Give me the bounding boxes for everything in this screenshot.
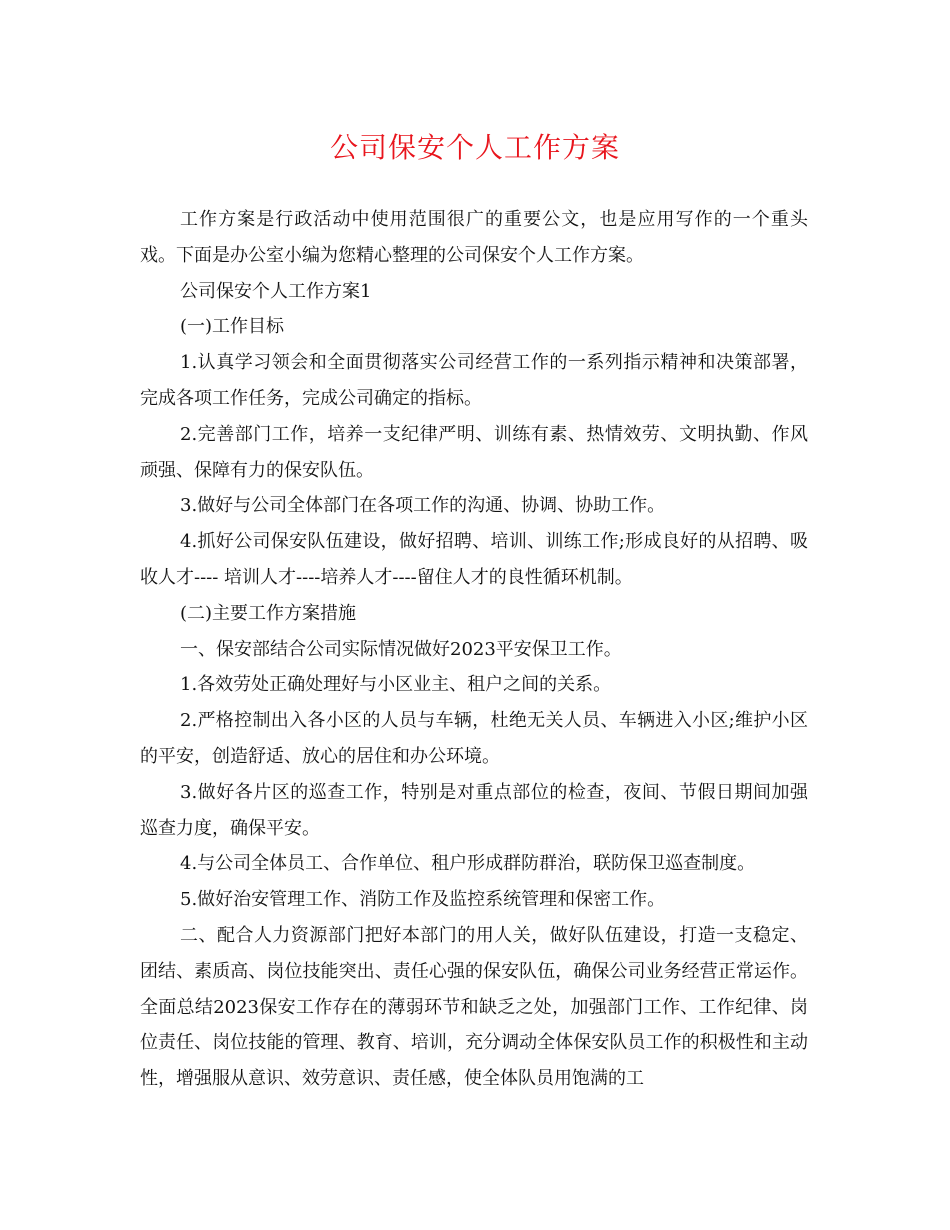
subsection-heading: (二)主要工作方案措施 [180,602,357,624]
intro-paragraph: 工作方案是行政活动中使用范围很广的重要公文，也是应用写作的一个重头戏。下面是办公室小编为您精心整理的公司保安个人工作方案。 [140,209,808,266]
list-item: 3.做好各片区的巡查工作，特别是对重点部位的检查，夜间、节假日期间加强巡查力度，确保平安。 [140,781,808,839]
list-item: 2.完善部门工作，培养一支纪律严明、训练有素、热情效劳、文明执勤、作风顽强、保障有力的保安队伍。 [140,423,808,481]
list-item: 5.做好治安管理工作、消防工作及监控系统管理和保密工作。 [180,889,666,911]
list-item: 3.做好与公司全体部门在各项工作的沟通、协调、协助工作。 [180,495,666,517]
list-item: 4.与公司全体员工、合作单位、租户形成群防群治，联防保卫巡查制度。 [180,853,756,875]
list-item: 4.抓好公司保安队伍建设，做好招聘、培训、训练工作;形成良好的从招聘、吸收人才---- 培训人才----培养人才----留住人才的良性循环机制。 [140,531,808,588]
list-item: 1.认真学习领会和全面贯彻落实公司经营工作的一系列指示精神和决策部署，完成各项工作任务，完成公司确定的指标。 [140,352,808,409]
section-heading: 公司保安个人工作方案1 [180,280,372,302]
document-body [140,202,808,1097]
list-item: 1.各效劳处正确处理好与小区业主、租户之间的关系。 [180,674,612,696]
subsection-item: 二、配合人力资源部门把好本部门的用人关，做好队伍建设，打造一支稳定、团结、素质高、岗位技能突出、责任心强的保安队伍，确保公司业务经营正常运作。 全面总结2023保安工作存在的薄弱环节和缺乏之处，加强部门工作、工作纪律、岗位责任、岗位技能的管理、教育、培训，充分调动全体保安队员工作的积极性和主动性，增强服从意识、效劳意识、责任感，使全体队员用饱满的工 [140,924,808,1090]
subsection-item: 一、保安部结合公司实际情况做好2023平安保卫工作。 [180,638,622,660]
subsection-heading: (一)工作目标 [180,316,285,338]
document-title: 公司保安个人工作方案 [329,131,620,164]
list-item: 2.严格控制出入各小区的人员与车辆，杜绝无关人员、车辆进入小区;维护小区的平安，创造舒适、放心的居住和办公环境。 [140,710,808,767]
